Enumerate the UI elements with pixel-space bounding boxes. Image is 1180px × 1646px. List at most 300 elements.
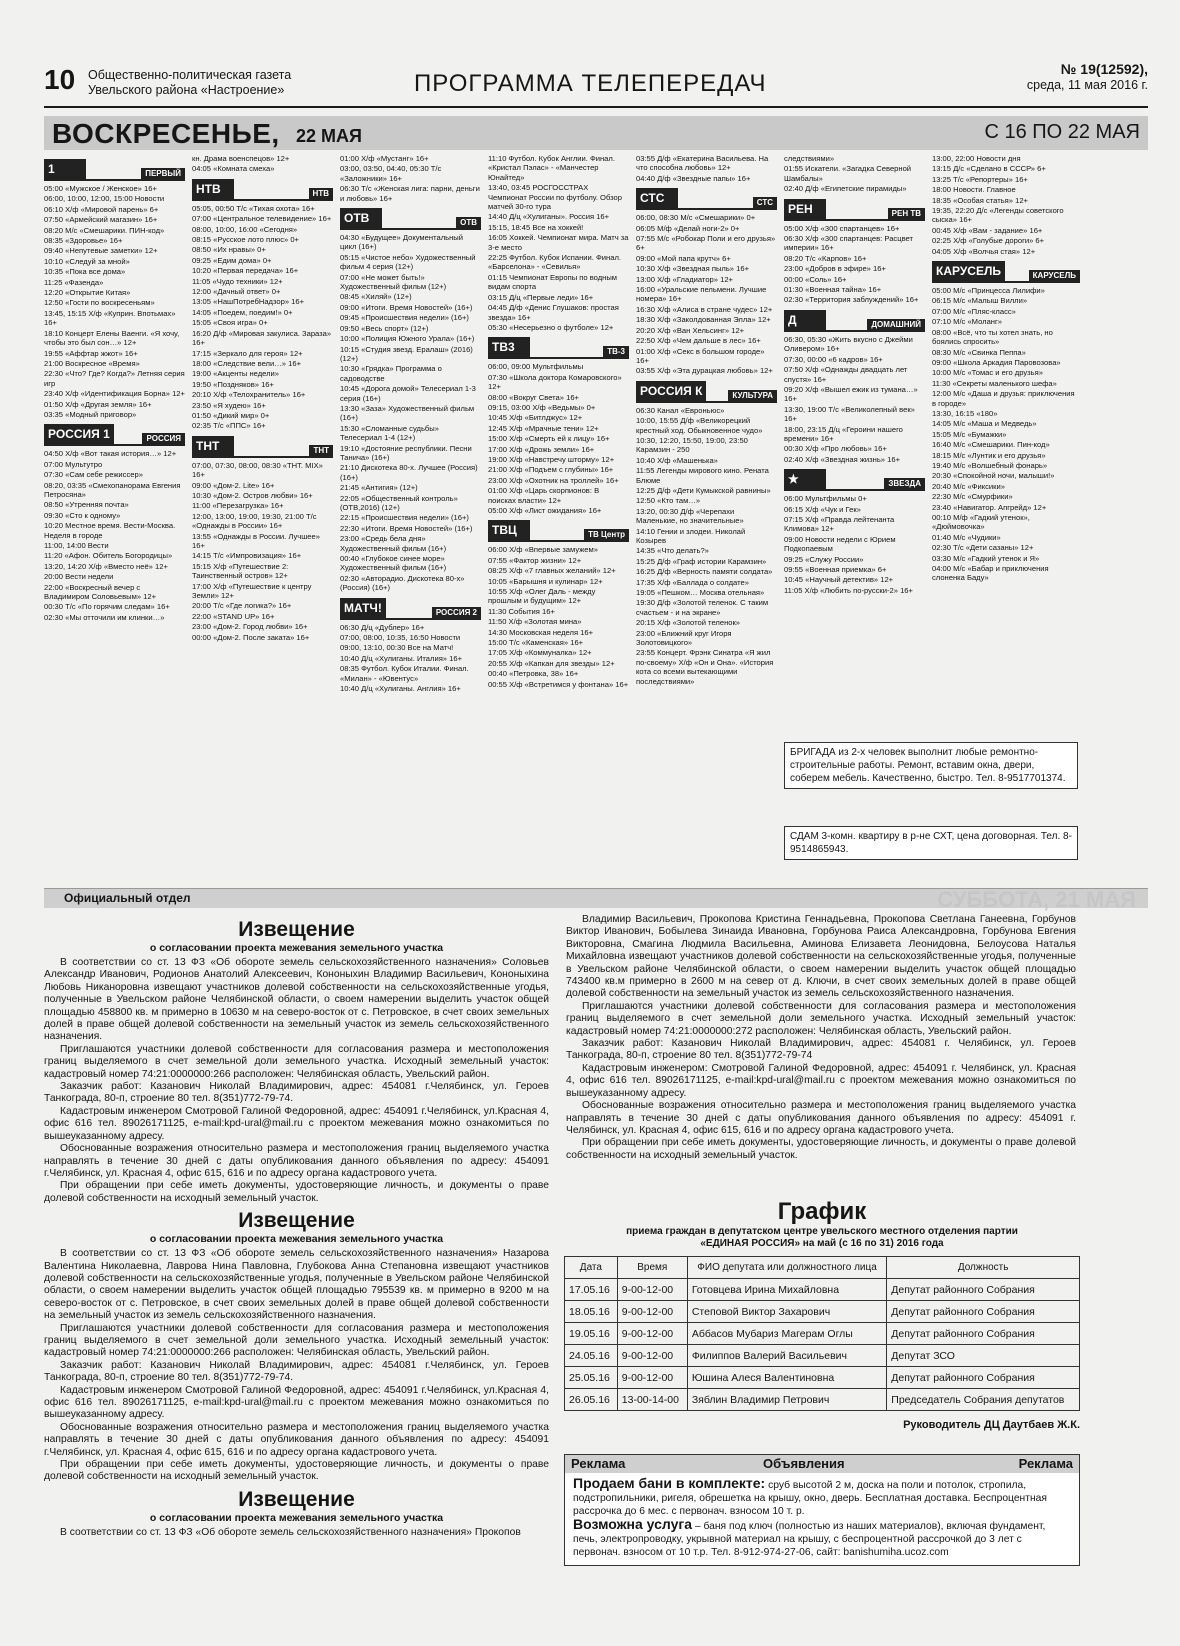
program-item: 02:40 Х/ф «Звездная жизнь» 16+ — [784, 454, 901, 464]
program-item: 09:40 «Непутевые заметки» 12+ — [44, 246, 158, 256]
program-item: 01:30 «Военная тайна» 16+ — [784, 285, 882, 295]
program-item: 10:30 Х/ф «Звездная пыль» 16+ — [636, 264, 750, 274]
program-item: 21:00 Воскресное «Время» — [44, 358, 140, 368]
program-item: 21:10 Дискотека 80-х. Лучшее (Россия) (16+) — [340, 463, 478, 482]
official-section-bar — [44, 887, 1148, 912]
channel-name: НТВ — [309, 188, 333, 199]
program-item: 22:30 «Итоги. Время Новостей» (16+) — [340, 523, 473, 533]
program-item: 16:00 «Уральские пельмени. Лучшие номера» 16+ — [636, 285, 767, 304]
program-item: 19:55 «Аффтар жжот» 16+ — [44, 348, 138, 358]
program-item: 19:00 Х/ф «Навстречу шторму» 12+ — [488, 454, 615, 464]
program-item: 22:00 «Воскресный вечер с Владимиром Соловьевым» 12+ — [44, 582, 157, 602]
program-item: 02:30 «Авторадио. Дискотека 80-х» (Россия) (16+) — [340, 573, 465, 593]
program-item: 08:00, 10:00, 16:00 «Сегодня» — [192, 224, 298, 234]
notice-paragraph: При обращении при себе иметь документы, удостоверяющие личность, и документы о праве долевой собственности на исходный земельный участок. — [44, 1459, 549, 1483]
table-cell: 9-00-12-00 — [617, 1345, 687, 1367]
tv-column — [44, 154, 185, 866]
table-row — [565, 1279, 1080, 1301]
program-item: 06:15 М/с «Малыш Вилли» — [932, 296, 1028, 306]
program-item: 10:30, 12:20, 15:50, 19:00, 23:50 Карамзин - 250 — [636, 435, 748, 455]
channel-header — [44, 159, 185, 181]
program-item: 16:40 М/с «Смешарики. Пин-код» — [932, 440, 1050, 450]
notice-paragraph: Обоснованные возражения относительно размера и местоположения границ выделяемого участка направлять в течение 30 дней с даты опубликования данного объявления по адресу: 454091 г.Челябинск, ул. Красная 4, офис 615, 616 и по адресу органа кадастрового учета. — [44, 1143, 549, 1179]
channel-header — [192, 436, 333, 458]
schedule-table — [564, 1256, 1080, 1411]
program-item: 13:20, 14:20 Х/ф «Вместо неё» 12+ — [44, 561, 168, 571]
program-item: 19:40 М/с «Волшебный фонарь» — [932, 460, 1048, 470]
program-item: 00:30 Т/с «По горячим следам» 16+ — [44, 602, 170, 612]
program-item: 05:05, 00:50 Т/с «Тихая охота» 16+ — [192, 203, 315, 213]
program-item: 10:00 М/с «Томас и его друзья» — [932, 368, 1043, 378]
classifieds-box — [564, 1454, 1080, 1566]
program-item: 08:15 «Русское лото плюс» 0+ — [192, 235, 299, 245]
program-item: 18:15 М/с «Лунтик и его друзья» — [932, 450, 1046, 460]
program-item: 06:00, 10:00, 12:00, 15:00 Новости — [44, 194, 165, 204]
program-item: 04:05 Х/ф «Волчья стая» 12+ — [932, 246, 1036, 256]
program-item: 09:00 «Мой папа крутч» 6+ — [636, 253, 731, 263]
notice-subtitle: о согласовании проекта межевания земельного участка — [149, 942, 444, 954]
program-item: 10:55 Х/ф «Олег Даль - между прошлым и будущим» 12+ — [488, 587, 596, 606]
notice-paragraph: В соответствии со ст. 13 ФЗ «Об обороте земель сельскохозяйственного назначения» Соловьев Александр Иванович, Родионов Анатолий Алексеевич, Кононыхин Владимир Васильевич, Кононыхина Любовь Никаноровна извещают участников долевой собственности на сельскохозяйственные угодья, полученные в Увельском районе Челябинской области, о своем намерении выделить участок общей площадью 458800 кв. м примерно в 10630 м на северо-восток от с. Петровское, в счет своих земельных долей в праве общей долевой собственности на земельный участок из земель сельскохозяйственного назначения. — [44, 957, 549, 1043]
program-item: 19:50 «Пoздняков» 16+ — [192, 379, 274, 389]
program-item: 10:20 Местное время. Вести-Москва. Неделя в городе — [44, 521, 176, 540]
program-item: 08:35 Футбол. Кубок Италии. Финал. «Милан» - «Ювентус» — [340, 664, 469, 683]
channel-logo: СТС — [636, 188, 678, 208]
tv-column — [192, 154, 333, 866]
table-cell: 18.05.16 — [565, 1301, 618, 1323]
program-item: 11:05 «Чудо техники» 12+ — [192, 276, 283, 286]
program-item: 22:15 «Происшествия недели» (16+) — [340, 513, 469, 523]
table-cell: Депутат ЗСО — [887, 1345, 1080, 1367]
program-item: 07:00 Мультутро — [44, 459, 103, 469]
notice-subtitle: о согласовании проекта межевания земельного участка — [149, 1233, 444, 1246]
classifieds-header — [565, 1455, 1079, 1473]
program-item: 20:30 «Спокойной ночи, малыши!» — [932, 471, 1055, 481]
table-header-cell: Дата — [565, 1257, 618, 1279]
channel-header — [784, 199, 925, 221]
notice-title: Извещение — [238, 1209, 355, 1233]
table-header-cell: Время — [617, 1257, 687, 1279]
program-item: кн. Драма военспецов» 12+ — [192, 154, 290, 163]
program-item: 10:30 «Дом-2. Остров любви» 16+ — [192, 490, 313, 500]
program-item: 17:00 Х/ф «Дрожь земли» 16+ — [488, 444, 595, 454]
channel-logo: ТВ3 — [488, 337, 530, 357]
notice-paragraph: В соответствии со ст. 13 ФЗ «Об обороте земель сельскохозяйственного назначения» Назарова Валентина Николаевна, Лаврова Нина Павловна, Глубокова Анна Степановна извещают участников долевой собственности на сельскохозяйственные угодья, полученные в Увельском районе Челябинской области, о своем намерении выделить участок общей площадью 795539 кв. м примерно в 9200 м на северо-восток от с. Петровское, в счет своих земельных долей в праве общей долевой собственности на земельный участок из земель сельскохозяйственного назначения. — [44, 1248, 549, 1322]
program-item: 06:00, 09:00 Мультфильмы — [488, 362, 584, 372]
program-item: 13:30 «Заза» Художественный фильм (16+) — [340, 403, 475, 423]
sauna-ad-text: сруб высотой 2 м, доска на поли и потолок, стропила, подстропильники, ригеля, обрешетка на крышу, окно, дверь. Бесплатная доставка. Беспроцентная рассрочка до 6 мес. с первонач. взносом 10 т. р. — [573, 1480, 1047, 1517]
program-item: 23:00 «Ближний круг Игоря Золотовицкого» — [636, 628, 732, 648]
program-item: 12:50 «Гости по воскресеньям» — [44, 298, 155, 308]
program-item: 09:00 «Дом-2. Lite» 16+ — [192, 480, 275, 490]
official-section-title: Официальный отдел — [64, 891, 191, 905]
program-item: 11:55 Легенды мирового кино. Рената Блюме — [636, 466, 769, 485]
channel-header — [192, 179, 333, 201]
program-item: 11:30 «Секреты маленького шефа» — [932, 378, 1057, 388]
program-item: 15:15, 18:45 Все на хоккей! — [488, 222, 584, 232]
classifieds-header-right: Реклама — [1018, 1456, 1073, 1471]
bleed-through-text: СУББОТА, 21 МАЯ — [937, 887, 1136, 912]
program-item: 19:10 «Достояние республики. Песни Танича» (16+) — [340, 443, 472, 462]
table-header-cell: ФИО депутата или должностного лица — [687, 1257, 886, 1279]
program-item: 00:00 «Дом-2. После заката» 16+ — [192, 632, 310, 642]
program-item: 23:55 Концерт. Фрэнк Синатра «Я жил по-своему» Х/ф «Он и Она». «История кота со всеми вытекающими последствиями» — [636, 648, 774, 686]
channel-logo: НТВ — [192, 179, 234, 199]
program-item: следствиями» — [784, 154, 835, 163]
program-item: 13:30, 19:00 Т/с «Великолепный век» 16+ — [784, 404, 915, 424]
channel-logo: 1 — [44, 159, 86, 179]
program-item: 13:00 Х/ф «Гладиатор» 12+ — [636, 274, 733, 284]
tv-column — [636, 154, 777, 866]
program-item: 00:55 Х/ф «Встретимся у фонтана» 16+ — [488, 679, 629, 689]
page-number: 10 — [44, 64, 76, 95]
program-item: 07:50 «Армейский магазин» 16+ — [44, 215, 158, 225]
table-cell: Депутат районного Собрания — [887, 1279, 1080, 1301]
program-item: 11:00, 14:00 Вести — [44, 541, 109, 550]
program-item: 06:30 Д/ц «Дублер» 16+ — [340, 622, 425, 632]
program-item: 12:25 Д/ф «Дети Кумыкской равнины» — [636, 485, 771, 495]
program-item: 04:30 «Будущее» Документальный цикл (16+) — [340, 233, 463, 252]
channel-name: КУЛЬТУРА — [728, 390, 777, 401]
schedule-title: График — [777, 1198, 867, 1225]
channel-header — [488, 337, 629, 359]
program-item: 12:00 М/с «Даша и друзья: приключения в городе» — [932, 389, 1075, 408]
channel-header — [636, 381, 777, 403]
program-item: 08:20 Т/с «Карпов» 16+ — [784, 253, 867, 263]
table-row — [565, 1367, 1080, 1389]
program-item: 12:20 «Открытие Китая» — [44, 288, 131, 298]
program-item: 04:00 М/с «Бабар и приключения слоненка Баду» — [932, 564, 1049, 583]
notice-paragraph: Приглашаются участники долевой собственности для согласования размера и местоположения границ выделяемого в счет земельной доли земельного участка. Исходный земельный участок: кадастровый номер 74:21:0000000:266 расположен: Челябинская область, Увельский район. — [44, 1043, 549, 1080]
table-row — [565, 1301, 1080, 1323]
channel-logo: РОССИЯ 1 — [44, 424, 114, 444]
notice-subtitle: о согласовании проекта межевания земельного участка — [149, 1511, 444, 1524]
notice-right-column — [566, 914, 1076, 1162]
program-item: 16:20 Д/ф «Мировая закулиса. Зараза» 16+ — [192, 328, 332, 348]
program-item: 18:35 «Особая статья» 12+ — [932, 195, 1028, 205]
channel-header — [636, 188, 777, 210]
program-item: 07:00, 07:30, 08:00, 08:30 «ТНТ. MIX» 16+ — [192, 460, 323, 480]
program-item: 00:45 Х/ф «Вам - задание» 16+ — [932, 225, 1043, 235]
notice-paragraph: Заказчик работ: Казанович Николай Владимирович, адрес: 454081 г.Челябинск, ул. Героев Танкограда, 80-п, строение 80 тел. 8(351)772-79-74. — [44, 1081, 549, 1105]
program-item: 06:30 Канал «Евроньюс» — [636, 405, 725, 415]
program-item: 04:05 «Комната смеха» — [192, 164, 275, 174]
channel-name: ДОМАШНИЙ — [867, 319, 925, 330]
program-item: 11:00 «Перезагрузка» 16+ — [192, 501, 284, 511]
channel-name: РЕН ТВ — [888, 208, 925, 219]
program-item: 04:40 Д/ф «Звездные папы» 16+ — [636, 173, 751, 183]
channel-logo: КАРУСЕЛЬ — [932, 261, 1005, 281]
classifieds-header-left: Реклама — [571, 1456, 626, 1471]
program-item: 13:05 «НашПотребНадзор» 16+ — [192, 297, 305, 307]
notices-left-column — [44, 914, 549, 1539]
channel-header — [932, 261, 1080, 283]
program-item: 15:25 Д/ф «Граф истории Карамзин» — [636, 556, 767, 566]
notice-paragraph: При обращении при себе иметь документы, удостоверяющие личность, и документы о праве долевой собственности на исходный земельный участок. — [44, 1180, 549, 1204]
program-item: 10:05 «Барышня и кулинар» 12+ — [488, 576, 603, 586]
channel-logo: Д — [784, 310, 826, 330]
channel-name: СТС — [753, 197, 777, 208]
program-item: 23:00 «Средь бела дня» Художественный фильм (16+) — [340, 534, 447, 553]
service-ad — [573, 1518, 1071, 1559]
table-row — [565, 1345, 1080, 1367]
program-item: 00:10 М/ф «Гадкий утенок», «Дюймовочка» — [932, 513, 1030, 532]
program-item: 02:25 Х/ф «Голубые дороги» 6+ — [932, 236, 1045, 246]
program-item: 17:00 Х/ф «Путешествие к центру Земли» 12+ — [192, 581, 312, 601]
channel-logo: РЕН — [784, 199, 826, 219]
program-item: 08:00 «Всё, что ты хотел знать, но боялись спросить» — [932, 327, 1053, 347]
program-item: 13:30, 16:15 «180» — [932, 408, 998, 418]
table-cell: Готовцева Ирина Михайловна — [687, 1279, 886, 1301]
program-item: 18:00, 23:15 Д/ц «Героини нашего времени» 16+ — [784, 424, 903, 443]
program-item: 09:00 Новости недели с Юрием Подкопаевым — [784, 534, 896, 554]
program-item: 23:00 «Добров в эфире» 16+ — [784, 264, 886, 274]
table-header-cell: Должность — [887, 1257, 1080, 1279]
notice-paragraph: Кадастровым инженером Смотровой Галиной Федоровной, адрес: 454091 г.Челябинск, ул.Красная 4, офис 616 тел. 89026171125, e-mail:kpd-ural@mail.ru с проектом межевания можно ознакомиться по вышеуказанному адресу. — [44, 1384, 549, 1421]
program-item: 01:00 Х/ф «Царь скорпионов: В поисках власти» 12+ — [488, 486, 600, 505]
program-item: 08:00 «Вокруг Света» 16+ — [488, 392, 579, 402]
program-item: 00:00 «Соль» 16+ — [784, 274, 847, 284]
program-item: 02:30 Т/с «Дети сазаны» 12+ — [932, 543, 1034, 553]
program-item: 13:25 Т/с «Репортеры» 16+ — [932, 174, 1028, 184]
channel-header — [340, 208, 481, 230]
channel-logo: ОТВ — [340, 208, 382, 228]
program-item: 16:25 Д/ф «Верность памяти солдата» — [636, 567, 773, 577]
program-item: 07:00 М/с «Пляс-класс» — [932, 306, 1016, 316]
channel-name: ТВ Центр — [584, 529, 629, 540]
program-item: 03:00, 03:50, 04:40, 05:30 Т/с «Заложники» 16+ — [340, 164, 442, 183]
channel-header — [784, 310, 925, 332]
program-item: 17:15 «Зеркало для героя» 12+ — [192, 348, 303, 358]
notice-paragraph: Кадастровым инженером Смотровой Галиной Федоровной, адрес: 454091 г.Челябинск, ул.Красная 4, офис 616 тел. 89026171125, e-mail:kpd-ural@mail.ru с проектом межевания можно ознакомиться по вышеуказанному адресу. — [44, 1105, 549, 1142]
program-item: 06:30 Х/ф «300 спартанцев: Расцвет империи» 16+ — [784, 234, 913, 253]
tv-column — [340, 154, 481, 866]
program-item: 18:00 Новости. Главное — [932, 185, 1016, 195]
day-date: 22 МАЯ — [296, 126, 362, 146]
program-item: 10:00 «Полиция Южного Урала» (16+) — [340, 334, 475, 344]
program-item: 00:30 Х/ф «Про любовь» 16+ — [784, 444, 887, 454]
program-item: 10:45 «Дорога домой» Телесериал 1-3 серия (16+) — [340, 384, 476, 403]
program-item: 23:00 «Дом-2. Город любви» 16+ — [192, 622, 308, 632]
program-item: 04:45 Д/ф «Денис Глушаков: простая звезда» 16+ — [488, 303, 619, 322]
notice-paragraph: Приглашаются участники долевой собственности для согласования размера и местоположения границ выделяемого в счет земельной доли земельного участка. Исходный земельный участок: кадастровый номер 74:21:0000000:272 расположен: Челябинская область, Увельский район. — [566, 1000, 1076, 1037]
channel-name: РОССИЯ — [142, 433, 185, 444]
program-item: 09:25 «Едим дома» 0+ — [192, 255, 272, 265]
notice-paragraph: В соответствии со ст. 13 ФЗ «Об обороте земель сельскохозяйственного назначения» Прокопов — [60, 1526, 521, 1538]
program-item: 17:05 Х/ф «Коммуналка» 12+ — [488, 648, 592, 658]
program-item: 10:45 «Научный детектив» 12+ — [784, 575, 894, 585]
program-item: 06:00 Х/ф «Впервые замужем» — [488, 545, 598, 555]
program-item: 03:55 Х/ф «Эта дурацкая любовь» 12+ — [636, 366, 773, 376]
program-item: 00:40 «Глубокое синее море» Художественный фильм (16+) — [340, 554, 447, 573]
program-item: 14:05 М/с «Маша и Медведь» — [932, 419, 1037, 429]
notice-paragraph: Приглашаются участники долевой собственности для согласования размера и местоположения границ выделяемого в счет земельной доли земельного участка. Исходный земельный участок: кадастровый номер 74:21:0000000:266 расположен: Челябинская область, Увельский район. — [44, 1322, 549, 1359]
day-band — [44, 116, 1148, 150]
program-item: 10:40 Х/ф «Машенька» — [636, 455, 718, 465]
program-item: 07:55 М/с «Робокар Поли и его друзья» 6+ — [636, 234, 776, 253]
service-ad-text: – баня под ключ (полностью из наших материалов), включая фундамент, печь, электропроводку, укрывной материал на крышу, с беспроцентной рассрочкой до 3 лет с первонач. взносом от 10 т.р. Тел. 8-912-974-27-06, сайт: banishumiha.ucoz.com — [573, 1521, 1046, 1558]
channel-logo: РОССИЯ К — [636, 381, 706, 401]
channel-name: ОТВ — [456, 217, 481, 228]
reception-schedule — [564, 1198, 1080, 1431]
program-item: 14:40 Д/ц «Хулиганы». Россия 16+ — [488, 212, 610, 222]
program-item: 14:30 Московская неделя 16+ — [488, 627, 594, 637]
table-cell: 9-00-12-00 — [617, 1279, 687, 1301]
program-item: 05:00 «Мужское / Женское» 16+ — [44, 184, 157, 193]
program-item: 12:00, 13:00, 19:00, 19:30, 21:00 Т/с «Однажды в России» 16+ — [192, 511, 317, 531]
program-item: 15:00 Х/ф «Смерть ей к лицу» 16+ — [488, 434, 610, 444]
classifieds-header-center: Объявления — [763, 1456, 845, 1471]
classified-ad: БРИГАДА из 2-х человек выполнит любые ремонтно-строительные работы. Ремонт, вставим окна, двери, соберем мебель. Качественно, быстро. Тел. 8-9517701374. — [784, 742, 1078, 789]
program-item: 10:15 «Студия звезд. Ералаш» (2016) (12+) — [340, 344, 473, 363]
program-item: 15:15 Х/ф «Путешествие 2: Таинственный остров» 12+ — [192, 561, 289, 581]
program-item: 23:40 «Навигатор. Апгрейд» 12+ — [932, 502, 1047, 512]
program-item: 09:20 Х/ф «Вышел ежик из тумана…» 16+ — [784, 384, 918, 404]
table-cell: 19.05.16 — [565, 1323, 618, 1345]
notice-paragraph: Кадастровым инженером: Смотровой Галиной Федоровной, адрес: 454091 г. Челябинск, ул. Красная 4, офис 616 тел. 89026171125, e-mail:kpd-ural@mail.ru с проектом межевания можно ознакомиться по вышеуказанному адресу. — [566, 1062, 1076, 1099]
program-item: 01:15 Чемпионат Европы по водным видам спорта — [488, 272, 618, 292]
program-item: 16:30 Х/ф «Алиса в стране чудес» 12+ — [636, 304, 773, 314]
program-item: 14:05 «Поедем, поедим!» 0+ — [192, 307, 293, 317]
channel-logo: ТВЦ — [488, 520, 530, 540]
program-item: 13:55 «Однажды в России. Лучшее» 16+ — [192, 531, 320, 550]
program-item: 07:00, 08:00, 10:35, 16:50 Новости — [340, 633, 461, 643]
program-item: 20:40 М/с «Фиксики» — [932, 481, 1005, 491]
program-item: 03:55 Д/ф «Екатерина Васильева. На что способна любовь» 12+ — [636, 154, 769, 173]
program-item: 23:40 Х/ф «Идентификация Борна» 12+ — [44, 389, 185, 399]
channel-name: КАРУСЕЛЬ — [1029, 270, 1080, 281]
table-cell: Депутат районного Собрания — [887, 1367, 1080, 1389]
program-item: 08:35 «Здоровье» 16+ — [44, 236, 123, 246]
table-cell: 17.05.16 — [565, 1279, 618, 1301]
program-item: 09:15, 03:00 Х/ф «Ведьмы» 0+ — [488, 402, 596, 412]
table-row — [565, 1389, 1080, 1411]
program-item: 09:25 «Служу России» — [784, 554, 864, 564]
program-item: 05:30 «Несерьезно о футболе» 12+ — [488, 322, 614, 332]
program-item: 18:30 Х/ф «Заколдованная Элла» 12+ — [636, 315, 771, 325]
program-item: 01:40 М/с «Чудики» — [932, 532, 1001, 542]
program-item: 05:00 Х/ф «300 спартанцев» 16+ — [784, 223, 900, 233]
program-item: 19:05 «Пешком… Москва отельная» — [636, 588, 765, 598]
program-item: 03:35 «Модный приговор» — [44, 409, 137, 419]
program-item: 15:30 «Сломанные судьбы» Телесериал 1-4 (12+) — [340, 423, 439, 443]
program-item: 07:50 Х/ф «Однажды двадцать лет спустя» 16+ — [784, 365, 908, 384]
table-cell: Депутат районного Собрания — [887, 1323, 1080, 1345]
program-item: 10:10 «Следуй за мной» — [44, 256, 130, 266]
program-item: 10:00, 15:55 Д/ф «Великорецкий крестный ход. Обыкновенное чудо» — [636, 416, 763, 435]
channel-name: ТВ-3 — [603, 346, 629, 357]
tv-column — [488, 154, 629, 866]
table-cell: 9-00-12-00 — [617, 1367, 687, 1389]
program-item: 02:30 «Мы отточили им клинки…» — [44, 612, 165, 622]
program-item: 14:10 Гении и злодеи. Николай Козырев — [636, 526, 746, 545]
notice-paragraph: Заказчик работ: Казанович Николай Владимирович, адрес: 454081 г.Челябинск, ул. Героев Танкограда, 80-п, строение 80 тел. 8(351)772-79-74. — [44, 1359, 549, 1384]
program-item: 20:55 Х/ф «Капкан для звезды» 12+ — [488, 658, 615, 668]
program-item: 18:10 Концерт Елены Ваенги. «Я хочу, чтобы это был сон…» 12+ — [44, 328, 180, 348]
program-item: 10:35 «Пока все дома» — [44, 267, 126, 277]
table-cell: Депутат районного Собрания — [887, 1301, 1080, 1323]
program-item: 10:20 «Первая передача» 16+ — [192, 266, 299, 276]
table-cell: 13-00-14-00 — [617, 1389, 687, 1411]
program-item: 01:00 Х/ф «Мустанг» 16+ — [340, 154, 429, 163]
program-item: 08:50 «Их нравы» 0+ — [192, 245, 266, 255]
program-item: 05:00 Х/ф «Лист ожидания» 16+ — [488, 506, 602, 515]
program-item: 13:40, 03:45 РОСГОССТРАХ Чемпионат России по футболу. Обзор матчей 30-го тура — [488, 183, 622, 212]
program-item: 08:45 «Хиляй» (12+) — [340, 292, 412, 302]
sauna-ad-heading: Продаем бани в комплекте: — [573, 1475, 766, 1491]
schedule-signature: Руководитель ДЦ Даутбаев Ж.К. — [903, 1419, 1080, 1431]
program-item: 20:10 Х/ф «Телохранитель» 16+ — [192, 390, 306, 400]
channel-name: ПЕРВЫЙ — [141, 168, 185, 179]
program-item: 10:30 «Грядка» Программа о садоводстве — [340, 364, 442, 383]
notice-paragraph: Обоснованные возражения относительно размера и местоположения границ выделяемого участка направлять в течение 30 дней с даты опубликования данного объявления по адресу: 454091 г.Челябинск, ул. Красная 4, офис 615, 616 и по адресу органа кадастрового учета. — [44, 1421, 549, 1458]
service-ad-heading: Возможна услуга — [573, 1516, 693, 1533]
table-cell: Аббасов Мубариз Магерам Оглы — [687, 1323, 886, 1345]
program-item: 22:50 Х/ф «Чем дальше в лес» 16+ — [636, 336, 761, 346]
program-item: 11:50 Х/ф «Золотая мина» — [488, 617, 582, 627]
program-item: 12:50 «Кто там…» — [636, 496, 701, 506]
channel-name: РОССИЯ 2 — [432, 607, 481, 618]
program-item: 01:50 «Дикий мир» 0+ — [192, 410, 270, 420]
channel-logo: ★ — [784, 469, 826, 489]
channel-logo: ТНТ — [192, 436, 234, 456]
program-item: 08:25 Х/ф «7 главных желаний» 12+ — [488, 566, 616, 576]
program-item: 11:10 Футбол. Кубок Англии. Финал. «Кристал Пэлас» - «Манчестер Юнайтед» — [488, 154, 615, 182]
program-item: 13:15 Д/с «Сделано в СССР» 6+ — [932, 164, 1046, 174]
program-item: 15:05 М/с «Бумажки» — [932, 429, 1007, 439]
program-item: 08:30 М/с «Свинка Пеппа» — [932, 347, 1026, 357]
program-item: 11:25 «Фазенда» — [44, 277, 104, 287]
program-item: 02:35 Т/с «ППС» 16+ — [192, 421, 266, 431]
program-item: 09:30 «Сто к одному» — [44, 510, 121, 520]
program-item: 22:25 Футбол. Кубок Испании. Финал. «Барселона» - «Севилья» — [488, 253, 621, 272]
table-cell: 9-00-12-00 — [617, 1323, 687, 1345]
program-item: 19:35, 22:20 Д/с «Легенды советского сыска» 16+ — [932, 206, 1064, 225]
program-item: 20:00 Т/с «Где логика?» 16+ — [192, 601, 292, 611]
program-item: 19:00 «Акценты недели» — [192, 369, 279, 379]
program-item: 22:00 «STAND UP» 16+ — [192, 611, 275, 621]
program-item: 07:15 Х/ф «Правда лейтенанта Климова» 12+ — [784, 514, 895, 534]
program-item: 05:00 М/с «Принцесса Лилифи» — [932, 286, 1045, 296]
program-item: 22:30 «Что? Где? Когда?» Летняя серия игр — [44, 369, 185, 388]
program-item: 17:35 Х/ф «Баллада о солдате» — [636, 577, 749, 587]
program-item: 12:45 Х/ф «Мрачные тени» 12+ — [488, 423, 599, 433]
channel-name: ТНТ — [309, 445, 333, 456]
program-item: 21:45 «Антигия» (12+) — [340, 483, 418, 493]
program-item: 03:15 Д/ц «Первые леди» 16+ — [488, 292, 594, 302]
program-item: 11:05 Х/ф «Любить по-русски-2» 16+ — [784, 585, 913, 595]
program-item: 09:45 «Происшествия недели» (16+) — [340, 313, 469, 323]
table-cell: Филиппов Валерий Васильевич — [687, 1345, 886, 1367]
channel-header — [340, 598, 481, 620]
program-item: 16:05 Хоккей. Чемпионат мира. Матч за 3-е место — [488, 233, 629, 252]
paper-name — [88, 68, 388, 98]
program-item: 08:20, 03:35 «Смехопанорама Евгения Петросяна» — [44, 480, 181, 499]
program-item: 08:20 М/с «Смешарики. ПИН-код» — [44, 225, 165, 235]
channel-header — [44, 424, 185, 446]
program-item: 14:35 «Что делать?» — [636, 546, 709, 556]
classifieds-body — [565, 1473, 1079, 1564]
program-item: 08:50 «Утренняя почта» — [44, 500, 129, 510]
day-name: ВОСКРЕСЕНЬЕ, — [52, 118, 280, 149]
program-item: 22:05 «Общественный контроль» (ОТВ,2016) (12+) — [340, 493, 458, 512]
channel-logo: МАТЧ! — [340, 598, 386, 618]
program-item: 07:00 «Не может быть!» Художественный фильм (12+) — [340, 272, 447, 292]
program-item: 12:00 «Дачный ответ» 0+ — [192, 287, 281, 297]
program-item: 11:20 «Афон. Обитель Богородицы» — [44, 551, 173, 561]
program-item: 05:15 «Чистое небо» Художественный фильм 4 серия (12+) — [340, 252, 476, 272]
table-cell: 25.05.16 — [565, 1367, 618, 1389]
